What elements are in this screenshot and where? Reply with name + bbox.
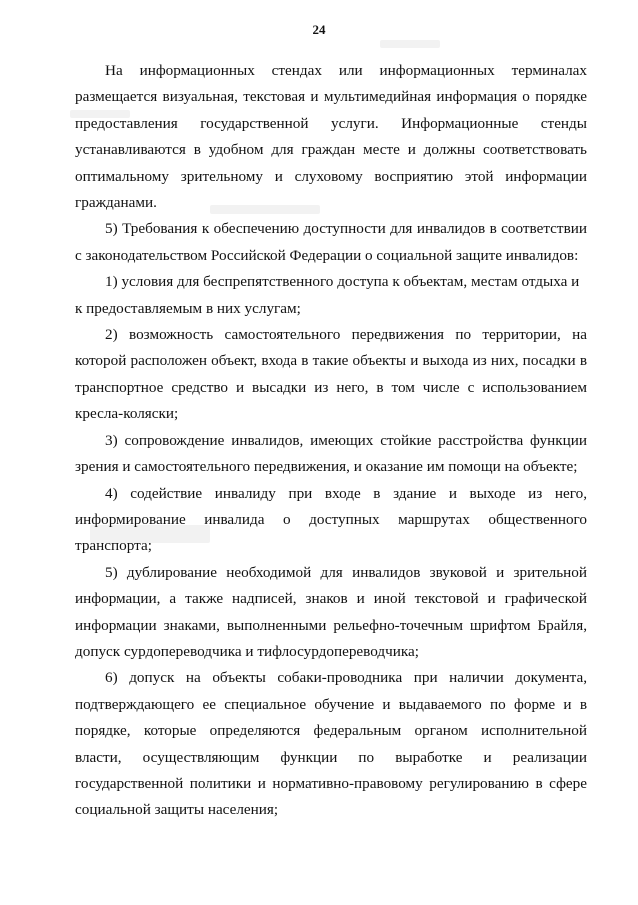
paragraph-sub-item-2: 2) возможность самостоятельного передвижения по территории, на которой расположен объект, входа в такие объекты и выхода из них, посадки в транспортное средство и высадки из него, в том числе с использованием кресла-коляски; (75, 326, 587, 423)
paragraph-info-stands: На информационных стендах или информационных терминалах размещается визуальная, текстовая и мультимедийная информация о порядке предоставления государственной услуги. Информационные стенды устанавливаются в удобном для граждан месте и должны соответствовать оптимальному зрительному и слуховому восприятию этой информации гражданами. (75, 62, 587, 212)
paragraph-sub-item-1: 1) условия для беспрепятственного доступа к объектам, местам отдыха и к предоставляемым в них услугам; (75, 273, 580, 317)
scan-artifact (90, 525, 210, 543)
paragraph-sub-item-4: 4) содействие инвалиду при входе в здание и выходе из него, информирование инвалида о доступных маршрутах общественного транспорта; (75, 484, 587, 555)
scan-artifact (210, 205, 320, 214)
paragraph-sub-item-3: 3) сопровождение инвалидов, имеющих стойкие расстройства функции зрения и самостоятельного передвижения, и оказание им помощи на объекте; (75, 431, 587, 476)
scan-artifact (380, 40, 440, 48)
scan-artifact (70, 110, 130, 118)
paragraph-sub-item-5: 5) дублирование необходимой для инвалидов звуковой и зрительной информации, а также надписей, знаков и иной текстовой и графической информации знаками, выполненными рельефно-точечным шрифтом Брайля, допуск сурдопереводчика и тифлосурдопереводчика; (75, 563, 587, 660)
paragraph-sub-item-6: 6) допуск на объекты собаки-проводника при наличии документа, подтверждающего ее специальное обучение и выдаваемого по форме и в порядке, которые определяются федеральным органом исполнительной власти, осуществляющим функции по выработке и реализации государственной политики и нормативно-правовому регулированию в сфере социальной защиты населения; (75, 669, 587, 819)
page-number: 24 (312, 22, 326, 37)
paragraph-accessibility-requirements: 5) Требования к обеспечению доступности для инвалидов в соответствии с законодательством Российской Федерации о социальной защите инвалидов: (75, 220, 587, 264)
document-body (75, 58, 587, 824)
